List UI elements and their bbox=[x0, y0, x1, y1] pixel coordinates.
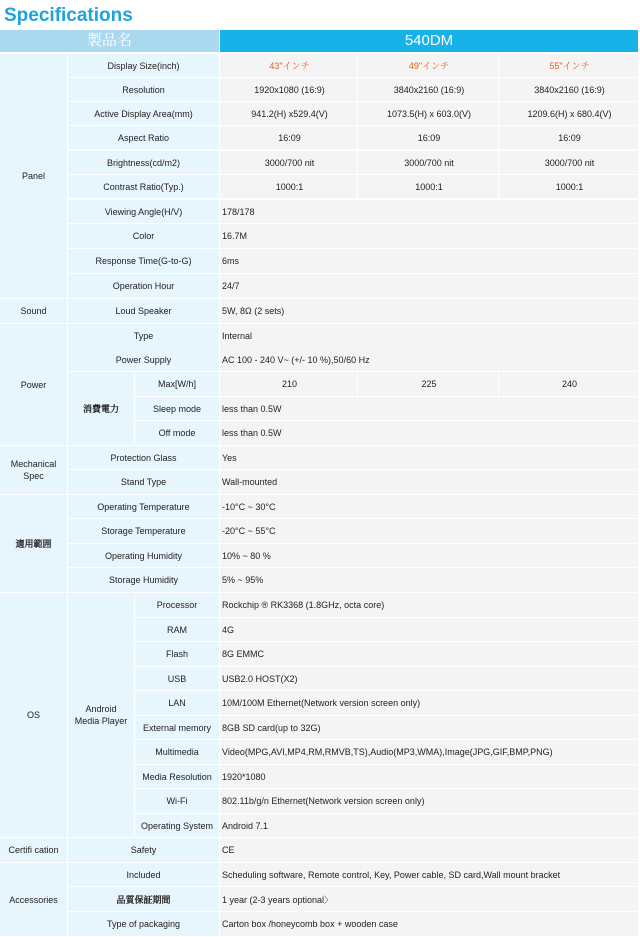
category-environment: 適用範囲 bbox=[0, 495, 67, 592]
spec-label: Operating Humidity bbox=[68, 544, 219, 567]
spec-value: 1000:1 bbox=[358, 175, 498, 198]
spec-label: Aspect Ratio bbox=[68, 126, 219, 149]
spec-value: 49"インチ bbox=[358, 54, 498, 77]
category-certification: Certifi cation bbox=[0, 838, 67, 862]
spec-value: 1920x1080 (16:9) bbox=[220, 78, 357, 101]
spec-label: Storage Humidity bbox=[68, 568, 219, 592]
spec-label: Operating System bbox=[135, 814, 219, 837]
android-media-player-label: Android Media Player bbox=[68, 593, 134, 837]
category-os: OS bbox=[0, 593, 67, 837]
spec-value: 5% ~ 95% bbox=[220, 568, 638, 592]
spec-value: 240 bbox=[499, 372, 638, 396]
spec-value: 16.7M bbox=[220, 224, 638, 248]
spec-label: Media Resolution bbox=[135, 765, 219, 788]
spec-label: Storage Temperature bbox=[68, 519, 219, 543]
spec-value: 178/178 bbox=[220, 200, 638, 223]
spec-value: Scheduling software, Remote control, Key, Power cable, SD card,Wall mount bracket bbox=[220, 863, 638, 886]
spec-value: 16:09 bbox=[220, 126, 357, 149]
category-panel: Panel bbox=[0, 54, 67, 298]
spec-value: less than 0.5W bbox=[220, 421, 638, 445]
spec-value: Carton box /honeycomb box + wooden case bbox=[220, 912, 638, 936]
spec-value: 8GB SD card(up to 32G) bbox=[220, 716, 638, 739]
spec-label: USB bbox=[135, 667, 219, 690]
spec-label: Power Supply bbox=[68, 348, 219, 371]
spec-value: -20°C ~ 55°C bbox=[220, 519, 638, 543]
spec-value: 5W, 8Ω (2 sets) bbox=[220, 299, 638, 323]
spec-label: Color bbox=[68, 224, 219, 248]
spec-value: 941.2(H) x529.4(V) bbox=[220, 102, 357, 125]
spec-value: 1073.5(H) x 603.0(V) bbox=[358, 102, 498, 125]
spec-value: 225 bbox=[358, 372, 498, 396]
spec-label: Max[W/h] bbox=[135, 372, 219, 396]
category-accessories: Accessories bbox=[0, 863, 67, 936]
spec-value: 210 bbox=[220, 372, 357, 396]
spec-label: Type bbox=[68, 324, 219, 348]
spec-label: RAM bbox=[135, 618, 219, 641]
spec-value: -10°C ~ 30°C bbox=[220, 495, 638, 518]
spec-value: USB2.0 HOST(X2) bbox=[220, 667, 638, 690]
spec-value: less than 0.5W bbox=[220, 397, 638, 420]
spec-label: Safety bbox=[68, 838, 219, 862]
spec-label: Protection Glass bbox=[68, 446, 219, 469]
spec-label: Included bbox=[68, 863, 219, 886]
category-power: Power bbox=[0, 324, 67, 445]
spec-label: Response Time(G-to-G) bbox=[68, 249, 219, 273]
spec-value: 10M/100M Ethernet(Network version screen only) bbox=[220, 691, 638, 715]
spec-value: CE bbox=[220, 838, 638, 862]
spec-value: 1000:1 bbox=[499, 175, 638, 198]
spec-value: 24/7 bbox=[220, 274, 638, 298]
spec-label: Multimedia bbox=[135, 740, 219, 764]
spec-value: 3000/700 nit bbox=[220, 151, 357, 174]
spec-label: Type of packaging bbox=[68, 912, 219, 936]
spec-value: 3000/700 nit bbox=[499, 151, 638, 174]
page-title: Specifications bbox=[4, 5, 133, 26]
spec-label: External memory bbox=[135, 716, 219, 739]
spec-label: Resolution bbox=[68, 78, 219, 101]
spec-label: Contrast Ratio(Typ.) bbox=[68, 175, 219, 198]
spec-value: 10% ~ 80 % bbox=[220, 544, 638, 567]
spec-label: Operation Hour bbox=[68, 274, 219, 298]
spec-value: Android 7.1 bbox=[220, 814, 638, 837]
spec-label: Sleep mode bbox=[135, 397, 219, 420]
spec-value: 55"インチ bbox=[499, 54, 638, 77]
spec-label: Display Size(inch) bbox=[68, 54, 219, 77]
spec-label: 品質保証期間 bbox=[68, 887, 219, 911]
spec-value: 3840x2160 (16:9) bbox=[358, 78, 498, 101]
spec-label: Viewing Angle(H/V) bbox=[68, 200, 219, 223]
category-mechanical: Mechanical Spec bbox=[0, 446, 67, 494]
spec-value: Rockchip ® RK3368 (1.8GHz, octa core) bbox=[220, 593, 638, 617]
spec-label: LAN bbox=[135, 691, 219, 715]
spec-value: 1920*1080 bbox=[220, 765, 638, 788]
spec-label: Stand Type bbox=[68, 470, 219, 494]
spec-label: Active Display Area(mm) bbox=[68, 102, 219, 125]
model-header: 540DM bbox=[220, 30, 638, 52]
spec-value: Yes bbox=[220, 446, 638, 469]
spec-value: Video(MPG,AVI,MP4,RM,RMVB,TS),Audio(MP3,WMA),Image(JPG,GIF,BMP,PNG) bbox=[220, 740, 638, 764]
spec-value: Internal bbox=[220, 324, 638, 348]
spec-value: 16:09 bbox=[358, 126, 498, 149]
spec-value: 4G bbox=[220, 618, 638, 641]
power-consumption-label: 消費電力 bbox=[68, 372, 134, 445]
spec-value: 1000:1 bbox=[220, 175, 357, 198]
spec-label: Operating Temperature bbox=[68, 495, 219, 518]
spec-label: Flash bbox=[135, 642, 219, 666]
spec-label: Off mode bbox=[135, 421, 219, 445]
spec-value: 3000/700 nit bbox=[358, 151, 498, 174]
spec-label: Processor bbox=[135, 593, 219, 617]
category-sound: Sound bbox=[0, 299, 67, 323]
product-name-header: 製品名 bbox=[0, 30, 219, 52]
spec-value: 802.11b/g/n Ethernet(Network version screen only) bbox=[220, 789, 638, 813]
spec-value: 43"インチ bbox=[220, 54, 357, 77]
spec-value: 3840x2160 (16:9) bbox=[499, 78, 638, 101]
spec-value: 8G EMMC bbox=[220, 642, 638, 666]
spec-value: 6ms bbox=[220, 249, 638, 273]
spec-value: 1209.6(H) x 680.4(V) bbox=[499, 102, 638, 125]
spec-value: 16:09 bbox=[499, 126, 638, 149]
spec-label: Brightness(cd/m2) bbox=[68, 151, 219, 174]
spec-value: Wall-mounted bbox=[220, 470, 638, 494]
spec-value: AC 100 - 240 V~ (+/- 10 %),50/60 Hz bbox=[220, 348, 638, 371]
spec-label: Wi-Fi bbox=[135, 789, 219, 813]
spec-value: 1 year (2-3 years optional〉 bbox=[220, 887, 638, 911]
spec-label: Loud Speaker bbox=[68, 299, 219, 323]
